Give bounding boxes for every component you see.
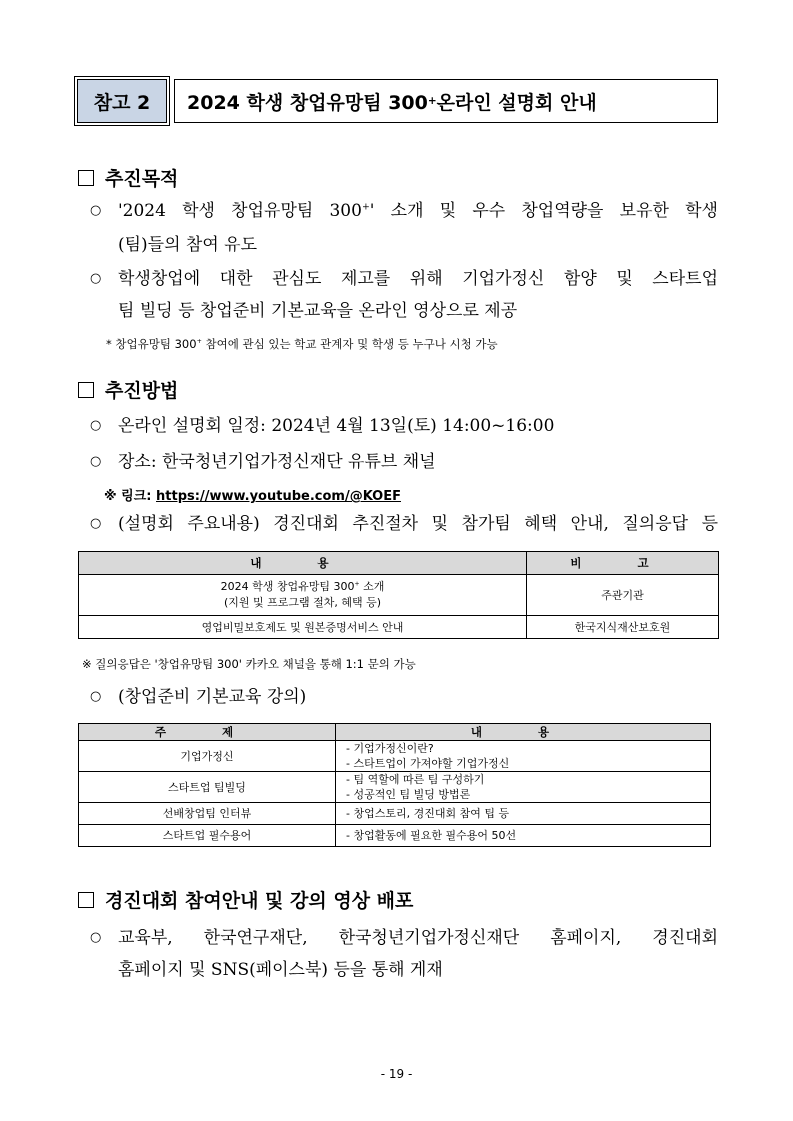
table-cell-topic: 선배창업팀 인터뷰 [79,803,336,825]
table-row [79,741,711,772]
link-label: ※ 링크: [104,489,157,504]
section-purpose-heading [78,164,178,191]
qa-note: ※ 질의응답은 '창업유망팀 300' 카카오 채널을 통해 1:1 문의 가능 [82,657,416,671]
distribution-bullet-line-2: 홈페이지 및 SNS(페이스북) 등을 통해 게재 [118,960,443,980]
column-header-content: 내 용 [336,724,711,741]
square-bullet-icon [78,382,94,398]
table-row [79,616,719,639]
section-method-title: 추진방법 [105,380,179,402]
youtube-link[interactable]: https://www.youtube.com/@KOEF [156,489,401,504]
table-cell-topic: 스타트업 필수용어 [79,825,336,847]
distribution-bullet-line-1: ○ 교육부, 한국연구재단, 한국청년기업가정신재단 홈페이지, 경진대회 [90,921,718,955]
circle-bullet-icon: ○ [90,418,102,433]
circle-bullet-icon: ○ [90,930,102,945]
purpose-bullet-2-line-1: ○ 학생창업에 대한 관심도 제고를 위해 기업가정신 함양 및 스타트업 [90,262,718,296]
purpose-note: * 창업유망팀 300+ 참여에 관심 있는 학교 관계자 및 학생 등 누구나 시청 가능 [106,337,498,351]
youtube-link-line [104,485,401,504]
table-row [79,803,711,825]
circle-bullet-icon: ○ [90,271,102,286]
table-header-row [79,724,711,741]
table-cell-content: 2024 학생 창업유망팀 300+ 소개 (지원 및 프로그램 절차, 혜택 등) [79,575,527,616]
reference-tag-label: 참고 2 [93,91,151,114]
method-bullet-venue: ○ 장소: 한국청년기업가정신재단 유튜브 채널 [90,445,436,479]
table-row [79,772,711,803]
page-number: - 19 - [380,1067,413,1081]
square-bullet-icon [78,892,94,908]
table-cell-content: - 창업활동에 필요한 필수용어 50선 [336,825,711,847]
purpose-bullet-1-line-1: ○ '2024 학생 창업유망팀 300+' 소개 및 우수 창업역량을 보유한 학생 [90,194,718,228]
title-main: 2024 학생 창업유망팀 300 [187,91,428,114]
column-header-topic: 주 제 [79,724,336,741]
table-row [79,825,711,847]
page-title: 2024 학생 창업유망팀 300 + 온라인 설명회 안내 [174,79,718,123]
table-cell-remark: 한국지식재산보호원 [527,616,719,639]
table-cell-content: - 기업가정신이란? - 스타트업이 가져야할 기업가정신 [336,741,711,772]
table-cell-content: 영업비밀보호제도 및 원본증명서비스 안내 [79,616,527,639]
section-distribution-heading [78,886,413,913]
square-bullet-icon [78,170,94,186]
column-header-remark: 비 고 [527,552,719,575]
method-bullet-contents: ○ (설명회 주요내용) 경진대회 추진절차 및 참가팀 혜택 안내, 질의응답 등 [90,507,718,541]
method-bullet-education: ○ (창업준비 기본교육 강의) [90,680,306,714]
section-method-heading [78,376,178,403]
table-cell-topic: 기업가정신 [79,741,336,772]
title-rest: 온라인 설명회 안내 [436,91,597,114]
circle-bullet-icon: ○ [90,454,102,469]
method-bullet-schedule: ○ 온라인 설명회 일정: 2024년 4월 13일(토) 14:00~16:00 [90,409,554,443]
table-cell-content: - 팀 역할에 따른 팀 구성하기 - 성공적인 팀 빌딩 방법론 [336,772,711,803]
briefing-contents-table [78,551,719,639]
table-cell-topic: 스타트업 팀빌딩 [79,772,336,803]
reference-tag [77,79,167,123]
table-cell-remark: 주관기관 [527,575,719,616]
table-cell-content: - 창업스토리, 경진대회 참여 팁 등 [336,803,711,825]
circle-bullet-icon: ○ [90,689,102,704]
circle-bullet-icon: ○ [90,516,102,531]
purpose-bullet-2-line-2: 팀 빌딩 등 창업준비 기본교육을 온라인 영상으로 제공 [118,301,518,321]
table-row [79,575,719,616]
section-purpose-title: 추진목적 [105,168,179,190]
purpose-bullet-1-line-2: (팀)들의 참여 유도 [118,235,258,255]
section-distribution-title: 경진대회 참여안내 및 강의 영상 배포 [105,890,414,912]
table-header-row [79,552,719,575]
column-header-content: 내 용 [79,552,527,575]
education-course-table [78,723,711,847]
circle-bullet-icon: ○ [90,203,102,218]
